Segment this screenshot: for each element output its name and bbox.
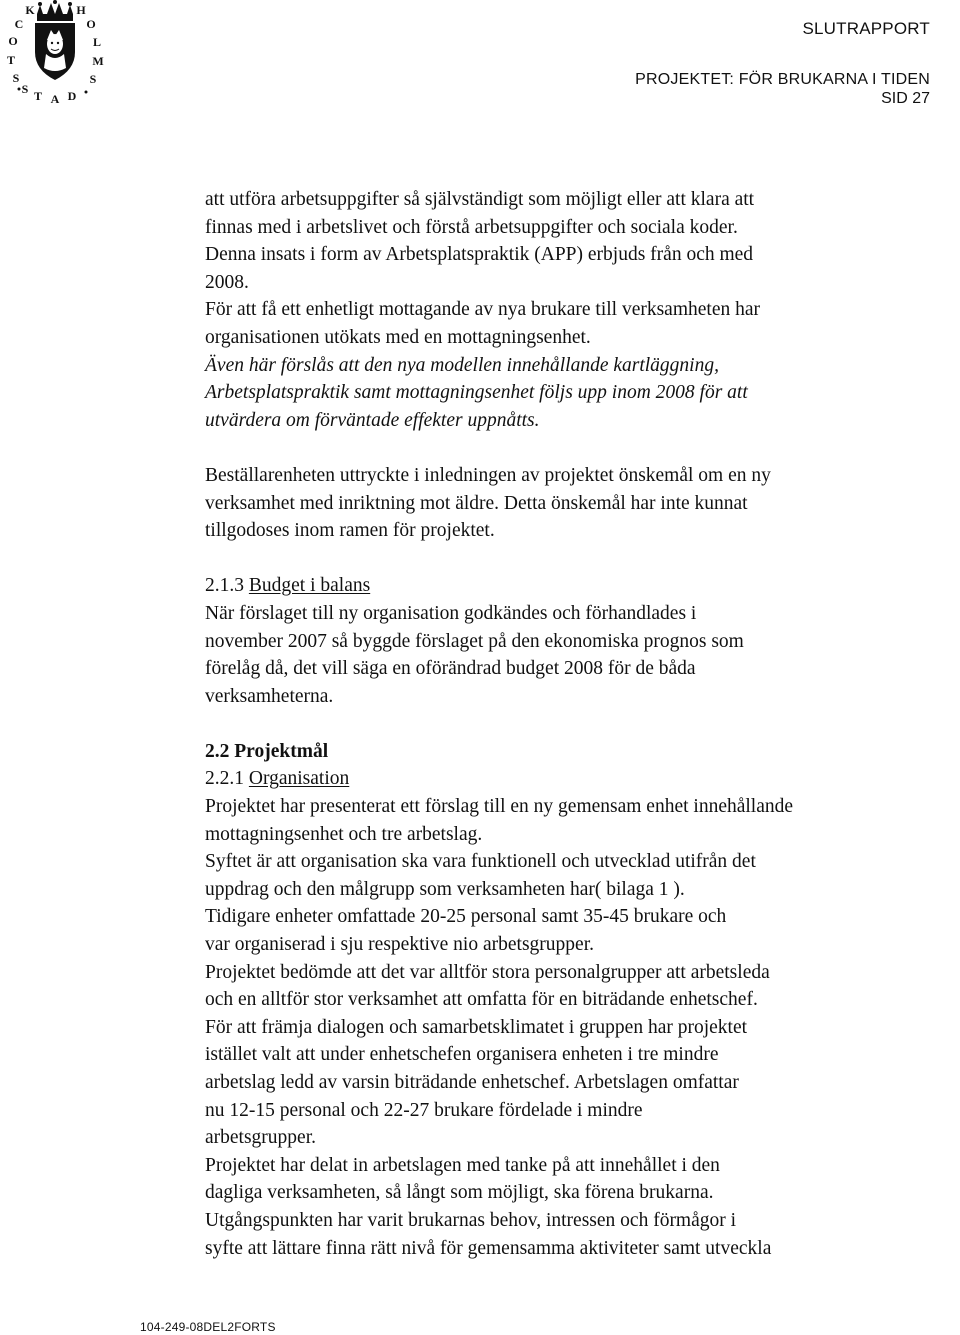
document-body — [205, 186, 905, 1262]
text-line: För att få ett enhetligt mottagande av nya brukare till verksamheten har — [205, 299, 761, 321]
text-line: tillgodoses inom ramen för projektet. — [205, 520, 495, 542]
svg-text:K: K — [25, 3, 35, 17]
svg-text:S: S — [89, 72, 97, 86]
text-line-italic: Arbetsplatspraktik samt mottagningsenhet följs upp inom 2008 för att — [205, 382, 748, 404]
text-line: mottagningsenhet och tre arbetslag. — [205, 823, 483, 845]
text-line: Projektet bedömde att det var alltför stora personalgrupper att arbetsleda — [205, 961, 770, 983]
text-line: Denna insats i form av Arbetsplatspraktik (APP) erbjuds från och med — [205, 244, 754, 266]
text-line: finnas med i arbetslivet och förstå arbetsuppgifter och sociala koder. — [205, 216, 738, 238]
text-line: arbetslag ledd av varsin biträdande enhetschef. Arbetslagen omfattar — [205, 1072, 739, 1093]
subsection-title: Organisation — [248, 768, 350, 790]
svg-text:H: H — [76, 3, 86, 17]
svg-text:T: T — [6, 53, 16, 67]
svg-text:A: A — [50, 92, 60, 104]
text-line: När förslaget till ny organisation godkändes och förhandlades i — [205, 602, 697, 624]
city-seal-icon — [2, 0, 108, 104]
text-line: dagliga verksamheten, så långt som möjligt, ska förena brukarna. — [205, 1182, 714, 1204]
svg-text:L: L — [92, 35, 102, 49]
text-line: att utföra arbetsuppgifter så självständigt som möjligt eller att klara att — [205, 189, 755, 210]
svg-text:O: O — [86, 17, 96, 31]
document-code-footer: 104-249-08DEL2FORTS — [140, 1320, 276, 1334]
text-line: verksamhet med inriktning mot äldre. Detta önskemål har inte kunnat — [205, 492, 748, 514]
text-line: 2008. — [205, 271, 249, 293]
text-line: nu 12-15 personal och 22-27 brukare fördelade i mindre — [205, 1099, 643, 1121]
section-heading-2-2: 2.2 Projektmål — [205, 740, 329, 762]
text-line-italic: Även här förslås att den nya modellen innehållande kartläggning, — [205, 354, 719, 376]
svg-text:S: S — [12, 71, 20, 85]
svg-text:T: T — [33, 89, 43, 103]
subsection-number: 2.1.3 — [205, 575, 244, 597]
text-line: syfte att lättare finna rätt nivå för gemensamma aktiviteter samt utveckla — [205, 1237, 772, 1259]
text-line: istället valt att under enhetschefen organisera enheten i tre mindre — [205, 1044, 719, 1066]
text-line: uppdrag och den målgrupp som verksamheten har( bilaga 1 ). — [205, 878, 685, 900]
text-line: Projektet har delat in arbetslagen med tanke på att innehållet i den — [205, 1154, 720, 1176]
svg-text:M: M — [92, 54, 104, 68]
text-line: var organiserad i sju respektive nio arbetsgrupper. — [205, 934, 594, 956]
text-line: För att främja dialogen och samarbetsklimatet i gruppen har projektet — [205, 1016, 748, 1038]
svg-text:O: O — [8, 34, 18, 48]
svg-text:S: S — [21, 82, 29, 96]
text-line: Utgångspunkten har varit brukarnas behov, intressen och förmågor i — [205, 1209, 737, 1231]
text-line-italic: utvärdera om förväntade effekter uppnåtts. — [205, 409, 540, 431]
project-title: PROJEKTET: FÖR BRUKARNA I TIDEN — [635, 71, 930, 88]
text-line: Beställarenheten uttryckte i inledningen av projektet önskemål om en ny — [205, 464, 771, 486]
text-line: verksamheterna. — [205, 685, 334, 707]
svg-text:D: D — [67, 89, 77, 103]
svg-text:C: C — [14, 17, 24, 31]
text-line: förelåg då, det vill säga en oförändrad budget 2008 för de båda — [205, 658, 696, 680]
text-line: Syftet är att organisation ska vara funktionell och utvecklad utifrån det — [205, 851, 756, 873]
subsection-title: Budget i balans — [248, 575, 371, 597]
report-type: SLUTRAPPORT — [802, 19, 930, 38]
text-line: november 2007 så byggde förslaget på den ekonomiska prognos som — [205, 630, 744, 652]
page-header — [635, 18, 930, 108]
text-line: Tidigare enheter omfattade 20-25 personal samt 35-45 brukare och — [205, 906, 727, 928]
subsection-heading-2-2-1 — [205, 765, 905, 793]
text-line: arbetsgrupper. — [205, 1127, 317, 1149]
page-number: SID 27 — [881, 90, 930, 107]
text-line: och en alltför stor verksamhet att omfatta för en biträdande enhetschef. — [205, 989, 758, 1011]
subsection-number: 2.2.1 — [205, 768, 244, 790]
stockholms-stad-logo — [2, 0, 108, 104]
text-line: organisationen utökats med en mottagningsenhet. — [205, 326, 591, 348]
text-line: Projektet har presenterat ett förslag till en ny gemensam enhet innehållande — [205, 796, 794, 818]
subsection-heading-2-1-3 — [205, 572, 905, 600]
